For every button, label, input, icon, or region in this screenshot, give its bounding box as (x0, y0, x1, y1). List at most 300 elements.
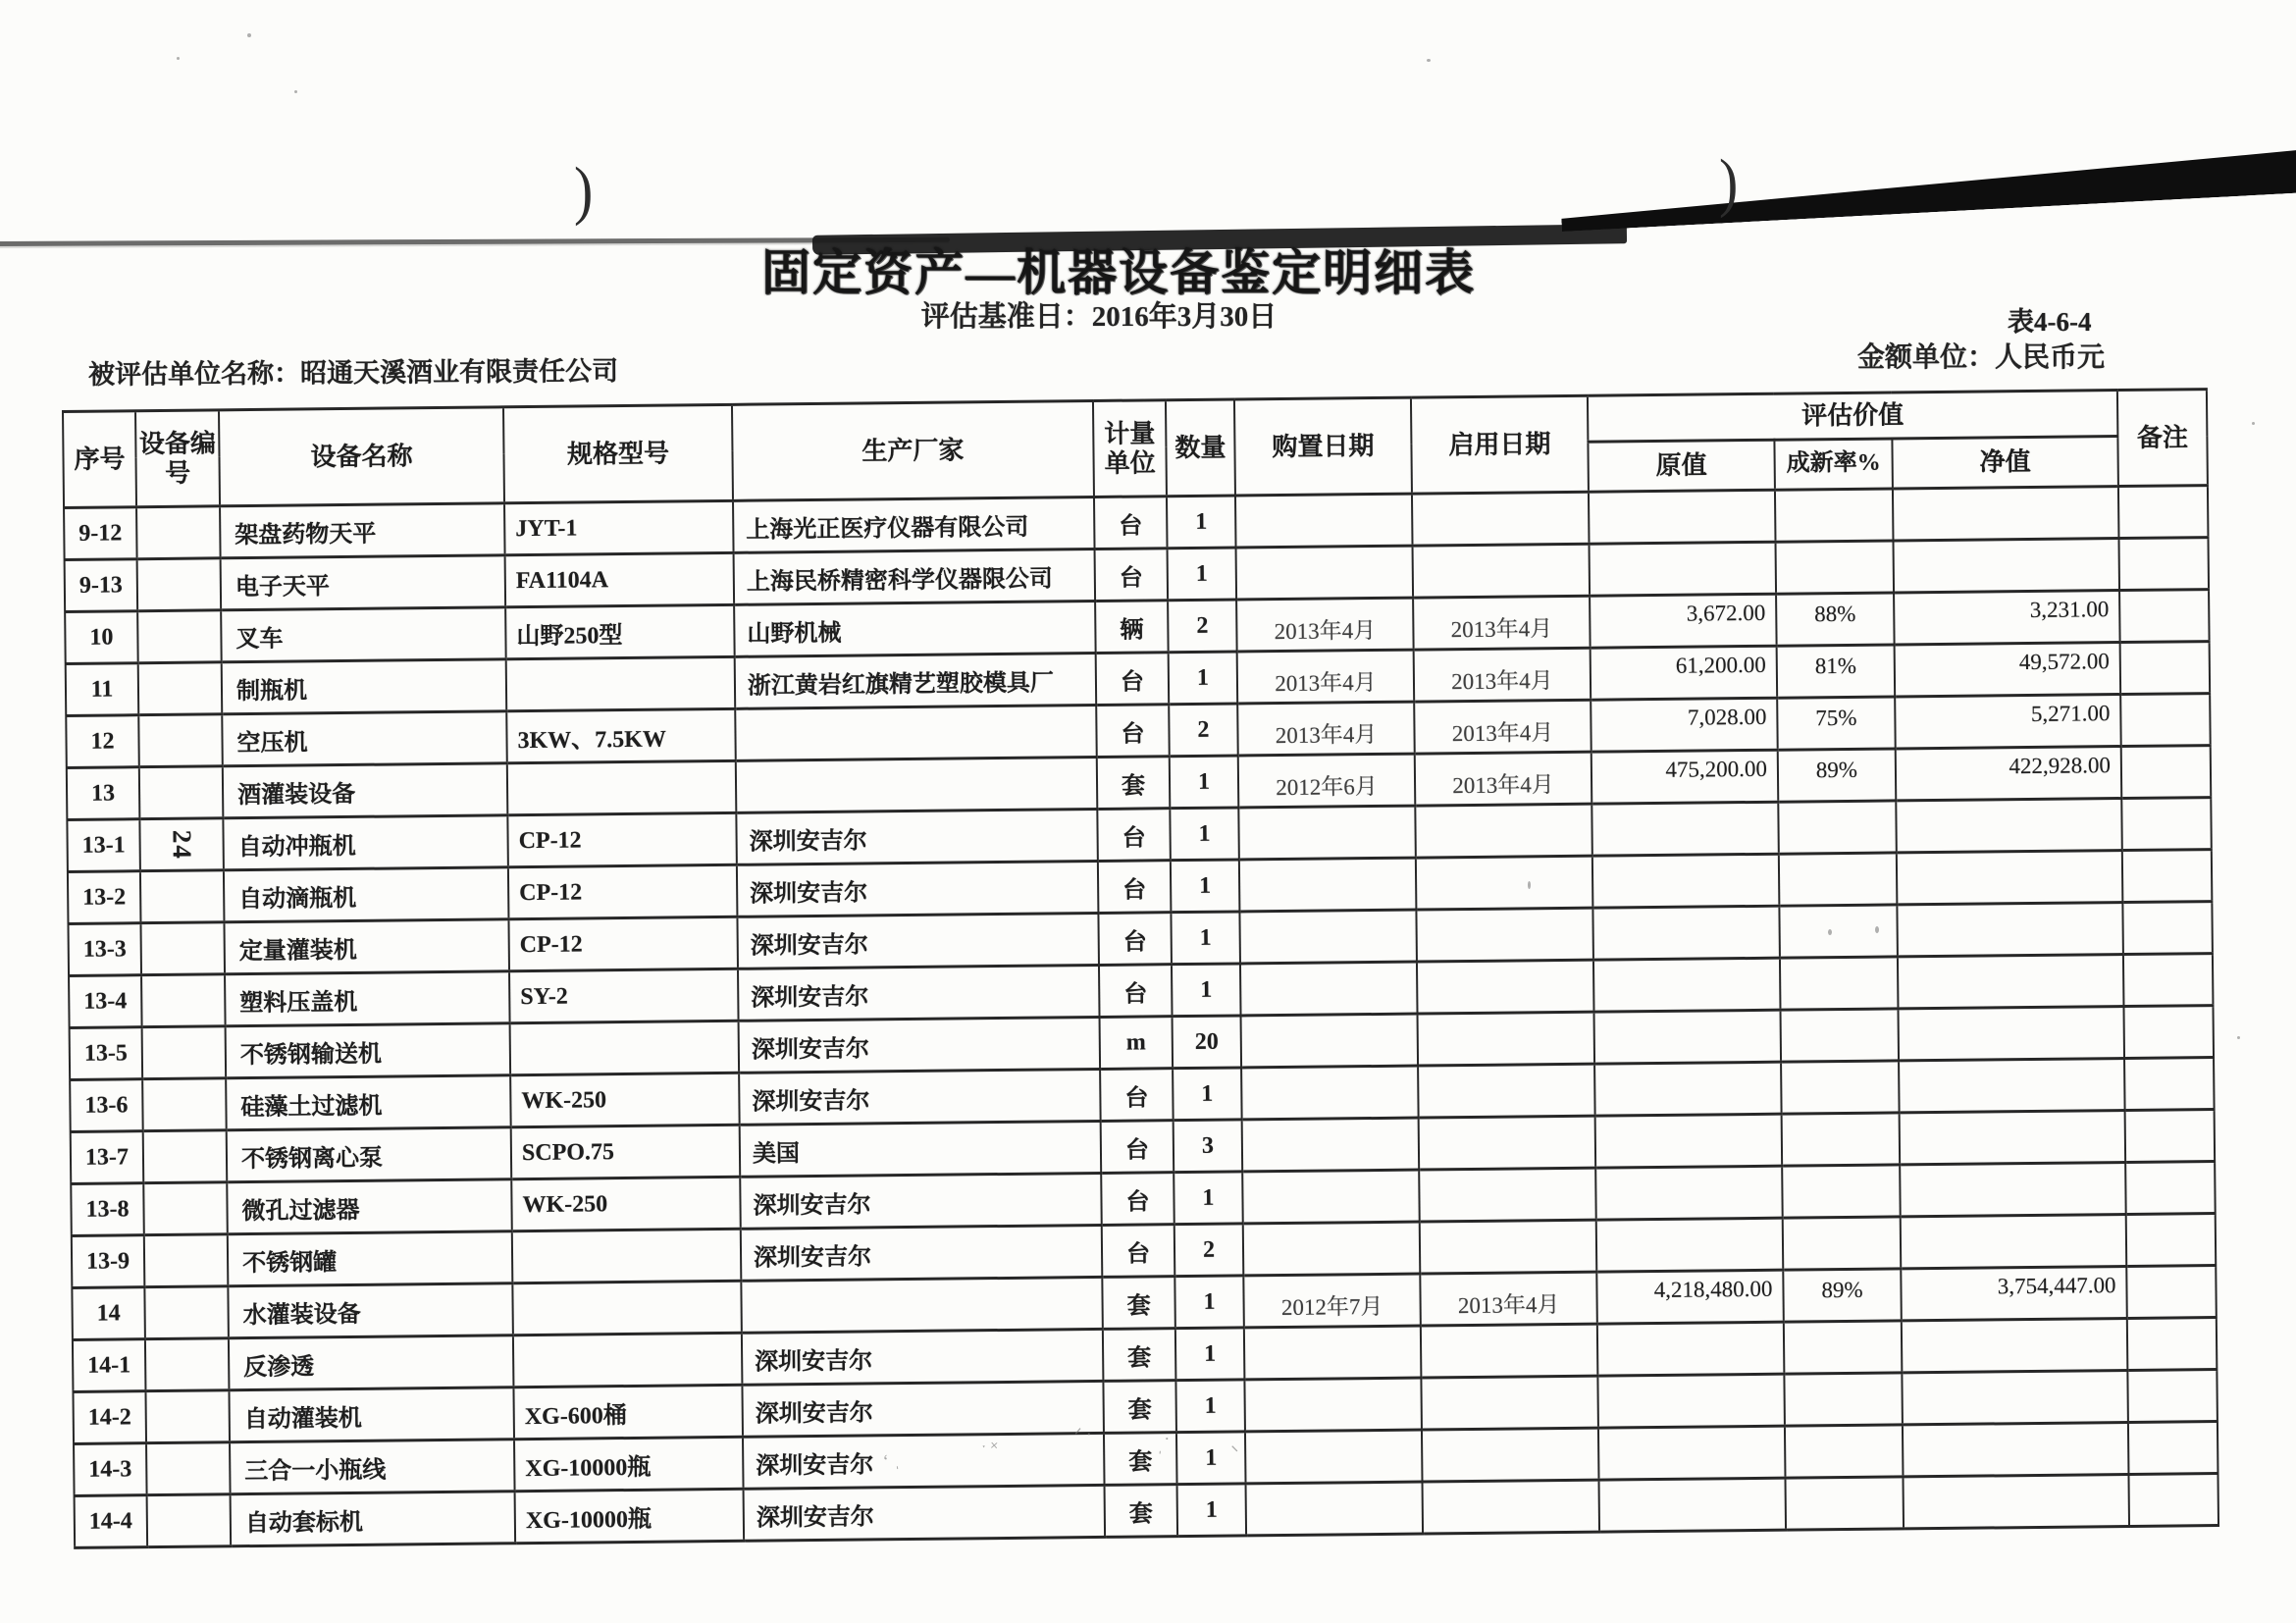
cell-seq: 9-13 (65, 559, 138, 612)
cell-no (146, 1442, 231, 1495)
cell-orig: 7,028.00 (1591, 698, 1778, 752)
cell-rate (1785, 1477, 1904, 1530)
cell-seq: 13-8 (71, 1183, 144, 1236)
cell-net (1898, 1007, 2124, 1061)
cell-maker: 山野机械 (734, 601, 1096, 656)
cell-qty: 2 (1168, 600, 1237, 653)
cell-unit: m (1100, 1017, 1174, 1070)
cell-remark (2122, 902, 2213, 955)
cell-use (1417, 960, 1594, 1014)
document-title: 固定资产—机器设备鉴定明细表 (761, 245, 1476, 300)
cell-name: 不锈钢输送机 (226, 1023, 511, 1078)
cell-orig: 475,200.00 (1592, 750, 1779, 804)
cell-maker: 深圳安吉尔 (744, 1485, 1106, 1541)
cell-rate (1776, 541, 1895, 594)
scan-speck (294, 90, 297, 93)
cell-model: XG-10000瓶 (515, 1489, 745, 1543)
cell-buy (1241, 1014, 1419, 1068)
cell-rate: 88% (1776, 593, 1895, 646)
cell-remark (2122, 850, 2213, 903)
col-header-qty: 数量 (1166, 399, 1235, 497)
col-header-use-date: 启用日期 (1411, 395, 1589, 494)
cell-use (1421, 1324, 1598, 1378)
cell-unit: 套 (1097, 757, 1171, 810)
cell-buy (1235, 494, 1413, 548)
col-header-seq: 序号 (63, 411, 136, 508)
cell-maker: 深圳安吉尔 (736, 809, 1098, 864)
cell-remark (2121, 746, 2212, 799)
cell-remark (2125, 1162, 2216, 1215)
cell-remark (2120, 694, 2211, 747)
cell-use: 2013年4月 (1420, 1272, 1597, 1326)
cell-rate (1778, 801, 1897, 854)
cell-name: 塑料压盖机 (225, 971, 510, 1026)
cell-remark (2124, 1058, 2215, 1111)
cell-rate (1782, 1113, 1901, 1166)
cell-qty: 2 (1169, 704, 1238, 757)
cell-maker (741, 1277, 1103, 1333)
col-header-net-value: 净值 (1892, 437, 2118, 489)
cell-no (142, 1078, 227, 1131)
cell-unit: 台 (1100, 1069, 1174, 1122)
cell-name: 反渗透 (229, 1335, 514, 1390)
cell-no (147, 1494, 232, 1547)
cell-rate (1779, 905, 1898, 958)
cell-use (1423, 1480, 1600, 1534)
cell-unit: 辆 (1095, 601, 1169, 654)
cell-use (1418, 1064, 1595, 1118)
cell-orig: 3,672.00 (1590, 594, 1777, 648)
cell-orig (1595, 1114, 1783, 1168)
scan-noise-mark: ˌᐝ (1157, 1434, 1170, 1455)
cell-remark (2120, 642, 2211, 695)
cell-remark (2121, 798, 2212, 851)
col-header-buy-date: 购置日期 (1234, 397, 1412, 496)
scan-speck (1875, 926, 1879, 933)
cell-no (140, 870, 225, 923)
cell-model: FA1104A (505, 552, 735, 606)
cell-name: 制瓶机 (222, 659, 507, 714)
cell-unit: 台 (1097, 809, 1171, 862)
cell-model: 3KW、7.5KW (506, 708, 736, 762)
cell-no (139, 766, 224, 819)
cell-name: 微孔过滤器 (227, 1179, 512, 1234)
cell-qty: 2 (1174, 1224, 1244, 1277)
cell-orig (1597, 1322, 1785, 1376)
cell-qty: 1 (1172, 964, 1241, 1017)
scan-speck (1828, 929, 1832, 935)
cell-no (145, 1390, 230, 1443)
cell-use (1418, 1012, 1595, 1066)
col-header-equip-no: 设备编号 (135, 410, 220, 507)
cell-buy (1243, 1222, 1421, 1276)
cell-seq: 13-2 (68, 871, 141, 924)
cell-unit: 台 (1098, 861, 1172, 914)
cell-unit: 台 (1094, 497, 1168, 550)
cell-orig: 4,218,480.00 (1596, 1270, 1784, 1324)
cell-qty: 1 (1169, 652, 1238, 705)
cell-qty: 1 (1175, 1328, 1245, 1381)
col-header-name: 设备名称 (219, 407, 504, 506)
cell-orig (1594, 1062, 1782, 1116)
cell-maker: 深圳安吉尔 (740, 1173, 1102, 1229)
cell-use (1419, 1168, 1596, 1222)
scan-speck (1427, 59, 1431, 62)
cell-qty: 1 (1168, 548, 1237, 601)
cell-unit: 套 (1103, 1381, 1176, 1434)
cell-no (137, 558, 222, 611)
cell-remark (2124, 1006, 2215, 1059)
cell-remark (2127, 1318, 2218, 1371)
cell-orig (1590, 542, 1777, 596)
cell-qty: 1 (1175, 1380, 1245, 1433)
cell-buy: 2013年4月 (1237, 650, 1415, 704)
cell-net: 3,231.00 (1894, 591, 2120, 645)
cell-model (513, 1333, 743, 1387)
cell-remark (2127, 1370, 2218, 1423)
cell-orig: 61,200.00 (1591, 646, 1778, 700)
cell-model: JYT-1 (504, 500, 734, 554)
cell-seq: 13-9 (72, 1235, 145, 1288)
cell-orig (1592, 854, 1780, 908)
cell-no (138, 662, 223, 715)
col-header-model: 规格型号 (503, 404, 733, 502)
cell-no (138, 714, 223, 767)
cell-remark (2129, 1474, 2219, 1527)
cell-no (144, 1234, 229, 1287)
cell-seq: 11 (66, 663, 139, 716)
cell-no (140, 922, 225, 975)
cell-net (1903, 1475, 2129, 1529)
cell-qty: 1 (1177, 1484, 1247, 1537)
cell-net (1901, 1215, 2127, 1269)
cell-maker: 浙江黄岩红旗精艺塑胶模具厂 (735, 653, 1097, 708)
cell-remark (2128, 1422, 2218, 1475)
cell-maker: 上海民桥精密科学仪器限公司 (734, 549, 1096, 604)
cell-buy (1239, 858, 1417, 912)
cell-name: 三合一小瓶线 (230, 1440, 515, 1494)
cell-model (510, 1021, 740, 1074)
cell-model: XG-600桶 (513, 1385, 743, 1439)
cell-seq: 14-3 (74, 1443, 147, 1496)
cell-net (1897, 903, 2123, 957)
cell-orig (1596, 1218, 1784, 1272)
cell-net: 3,754,447.00 (1901, 1267, 2127, 1321)
cell-buy (1245, 1430, 1423, 1484)
cell-remark (2126, 1266, 2217, 1319)
cell-qty: 1 (1170, 756, 1239, 809)
cell-qty: 1 (1171, 912, 1240, 965)
cell-maker: 深圳安吉尔 (737, 913, 1099, 969)
cell-no (139, 818, 224, 871)
scan-smudge-wedge (1560, 149, 2296, 232)
col-header-appraisal: 评估价值 (1588, 391, 2117, 443)
cell-orig (1594, 1010, 1782, 1064)
cell-qty: 1 (1174, 1172, 1243, 1225)
cell-maker: 深圳安吉尔 (741, 1225, 1103, 1281)
cell-name: 自动套标机 (231, 1492, 516, 1546)
scan-speck (2237, 1036, 2240, 1039)
cell-unit: 台 (1101, 1173, 1174, 1226)
cell-model: SCPO.75 (511, 1125, 741, 1178)
col-header-unit: 计量单位 (1093, 400, 1167, 497)
cell-model (512, 1281, 742, 1335)
cell-use (1412, 492, 1590, 546)
cell-qty: 20 (1173, 1016, 1242, 1069)
cell-buy (1240, 962, 1418, 1016)
cell-qty: 3 (1174, 1120, 1243, 1173)
cell-seq: 13-4 (69, 975, 142, 1028)
cell-unit: 台 (1102, 1225, 1175, 1278)
cell-buy (1246, 1482, 1424, 1536)
cell-seq: 14-1 (73, 1339, 146, 1392)
cell-seq: 13-5 (70, 1027, 143, 1080)
cell-seq: 13-1 (67, 819, 140, 872)
cell-maker: 深圳安吉尔 (737, 861, 1099, 916)
cell-unit: 台 (1096, 653, 1170, 706)
cell-net (1902, 1371, 2128, 1425)
cell-use (1413, 544, 1591, 598)
cell-name: 不锈钢离心泵 (227, 1127, 512, 1182)
cell-net (1898, 955, 2124, 1009)
scan-noise-mark: ʻ ˌ (881, 1448, 901, 1472)
scan-noise-mark: ˑ ˟ (980, 1438, 999, 1459)
cell-rate (1781, 1061, 1900, 1114)
cell-net (1900, 1163, 2126, 1217)
cell-use (1416, 856, 1593, 910)
cell-remark (2119, 590, 2210, 643)
cell-unit: 台 (1099, 965, 1173, 1018)
col-header-maker: 生产厂家 (732, 400, 1094, 500)
cell-model: WK-250 (511, 1177, 741, 1230)
cell-maker: 深圳安吉尔 (742, 1329, 1104, 1385)
cell-qty: 1 (1171, 860, 1240, 913)
cell-remark (2119, 538, 2210, 591)
cell-name: 自动滴瓶机 (224, 867, 509, 922)
cell-buy: 2013年4月 (1237, 702, 1415, 756)
cell-model: 山野250型 (505, 604, 735, 658)
cell-buy (1241, 1066, 1419, 1120)
cell-use (1421, 1376, 1598, 1430)
cell-seq: 13 (67, 767, 140, 820)
cell-rate (1780, 1009, 1899, 1062)
cell-model (512, 1229, 742, 1283)
cell-net (1893, 539, 2119, 593)
cell-net: 422,928.00 (1896, 747, 2122, 801)
cell-seq: 14 (72, 1287, 145, 1340)
cell-orig (1595, 1166, 1783, 1220)
cell-remark (2118, 486, 2209, 539)
cell-qty: 1 (1167, 496, 1236, 549)
cell-buy (1244, 1326, 1422, 1380)
cell-model (506, 656, 736, 710)
table-number: 表4-6-4 (2008, 307, 2092, 337)
cell-buy (1242, 1170, 1420, 1224)
cell-rate: 89% (1783, 1269, 1902, 1322)
cell-maker: 深圳安吉尔 (742, 1381, 1104, 1437)
handwritten-paren-left: ) (574, 153, 594, 227)
cell-buy (1236, 546, 1414, 600)
cell-rate (1784, 1373, 1903, 1426)
cell-maker: 深圳安吉尔 (739, 1017, 1101, 1073)
cell-no (145, 1338, 230, 1391)
cell-seq: 13-3 (68, 923, 141, 976)
cell-seq: 14-2 (73, 1391, 146, 1444)
cell-use (1419, 1116, 1596, 1170)
cell-model (507, 760, 737, 814)
cell-name: 电子天平 (221, 555, 506, 610)
cell-rate (1782, 1165, 1901, 1218)
cell-buy (1238, 806, 1416, 860)
cell-buy (1239, 910, 1417, 964)
cell-orig (1593, 958, 1781, 1012)
cell-model: WK-250 (510, 1073, 740, 1126)
cell-qty: 1 (1170, 808, 1239, 861)
cell-model: CP-12 (507, 812, 737, 866)
cell-no (143, 1130, 228, 1183)
cell-rate: 81% (1777, 645, 1896, 698)
cell-name: 定量灌装机 (224, 919, 509, 974)
cell-orig (1589, 490, 1776, 544)
cell-qty: 1 (1176, 1432, 1246, 1485)
cell-use (1416, 908, 1593, 962)
cell-seq: 12 (66, 715, 139, 768)
equipment-table-wrap (62, 388, 2219, 1549)
cell-net (1893, 487, 2119, 541)
cell-buy: 2013年4月 (1236, 598, 1414, 652)
cell-use: 2013年4月 (1413, 596, 1591, 650)
cell-net (1897, 851, 2123, 905)
cell-seq: 14-4 (75, 1495, 148, 1548)
cell-use: 2013年4月 (1414, 648, 1592, 702)
cell-qty: 1 (1173, 1068, 1242, 1121)
scan-noise-mark: ᐟ ᐧ (1074, 1425, 1091, 1444)
cell-unit: 台 (1096, 705, 1170, 758)
cell-maker: 深圳安吉尔 (738, 965, 1100, 1021)
cell-rate (1779, 853, 1898, 906)
scan-speck (247, 33, 251, 37)
cell-orig (1597, 1374, 1785, 1428)
cell-buy (1244, 1378, 1422, 1432)
cell-remark (2123, 954, 2214, 1007)
cell-rate (1784, 1321, 1903, 1374)
cell-buy (1242, 1118, 1420, 1172)
cell-seq: 9-12 (64, 507, 137, 560)
cell-name: 空压机 (222, 711, 507, 766)
cell-maker (735, 705, 1097, 760)
cell-maker: 上海光正医疗仪器有限公司 (733, 497, 1095, 552)
equipment-appraisal-table (62, 388, 2219, 1549)
cell-use (1415, 804, 1592, 858)
cell-model: SY-2 (509, 969, 739, 1022)
cell-net (1900, 1111, 2126, 1165)
cell-rate: 89% (1778, 749, 1897, 802)
cell-net (1902, 1319, 2128, 1373)
col-header-remark: 备注 (2117, 390, 2208, 487)
col-header-newness-rate: 成新率% (1774, 439, 1893, 490)
cell-net: 5,271.00 (1895, 695, 2121, 749)
cell-maker (736, 757, 1098, 812)
cell-seq: 13-7 (71, 1131, 144, 1184)
cell-maker: 深圳安吉尔 (739, 1069, 1101, 1125)
cell-use: 2013年4月 (1414, 700, 1592, 754)
cell-name: 架盘药物天平 (220, 503, 505, 558)
cell-seq: 10 (65, 611, 138, 664)
cell-name: 自动冲瓶机 (223, 815, 508, 870)
valuation-base-date: 评估基准日：2016年3月30日 (920, 301, 1278, 333)
cell-orig (1599, 1478, 1787, 1532)
cell-net (1903, 1423, 2129, 1477)
cell-net (1896, 799, 2122, 853)
cell-name: 硅藻土过滤机 (226, 1075, 511, 1130)
cell-no (142, 1026, 227, 1079)
cell-orig (1592, 802, 1779, 856)
cell-no (143, 1182, 228, 1235)
cell-unit: 套 (1103, 1329, 1176, 1382)
cell-maker: 深圳安吉尔 (743, 1433, 1105, 1489)
cell-use (1420, 1220, 1597, 1274)
cell-remark (2126, 1214, 2217, 1267)
cell-name: 水灌装设备 (228, 1283, 513, 1338)
cell-maker: 美国 (740, 1121, 1102, 1177)
cell-no (136, 506, 221, 559)
cell-name: 酒灌装设备 (223, 763, 508, 818)
cell-no (141, 974, 226, 1027)
cell-use: 2013年4月 (1415, 752, 1592, 806)
scan-speck (177, 57, 180, 60)
cell-buy: 2012年6月 (1238, 754, 1416, 808)
cell-unit: 台 (1095, 549, 1169, 602)
cell-no (137, 610, 222, 663)
table-body (64, 486, 2218, 1548)
col-header-original-value: 原值 (1588, 440, 1775, 492)
cell-net: 49,572.00 (1895, 643, 2121, 697)
cell-rate (1783, 1217, 1902, 1270)
cell-name: 不锈钢罐 (228, 1231, 513, 1286)
cell-name: 自动灌装机 (229, 1387, 514, 1442)
cell-rate: 75% (1777, 697, 1896, 750)
cell-model: CP-12 (508, 916, 738, 970)
cell-model: XG-10000瓶 (514, 1437, 744, 1491)
scan-speck (1528, 881, 1531, 889)
cell-buy: 2012年7月 (1243, 1274, 1421, 1328)
cell-unit: 套 (1104, 1433, 1177, 1486)
cell-model: CP-12 (508, 864, 738, 918)
rotated-equip-no: 24 (167, 829, 197, 861)
scan-noise-mark: ᐠ (1230, 1441, 1240, 1463)
cell-rate (1785, 1425, 1904, 1478)
cell-unit: 套 (1105, 1485, 1178, 1538)
cell-use (1422, 1428, 1599, 1482)
cell-name: 叉车 (221, 607, 506, 662)
cell-seq: 13-6 (70, 1079, 143, 1132)
cell-unit: 台 (1098, 913, 1172, 966)
appraised-entity-name: 被评估单位名称：昭通天溪酒业有限责任公司 (87, 356, 619, 390)
cell-rate (1780, 957, 1899, 1010)
scan-speck (2252, 422, 2255, 425)
cell-unit: 台 (1101, 1121, 1174, 1174)
cell-rate (1775, 489, 1894, 542)
cell-qty: 1 (1174, 1276, 1244, 1329)
cell-unit: 套 (1102, 1277, 1175, 1330)
cell-orig (1598, 1426, 1786, 1480)
handwritten-paren-right: ) (1719, 145, 1739, 219)
cell-remark (2125, 1110, 2216, 1163)
cell-no (144, 1286, 229, 1339)
cell-net (1899, 1059, 2125, 1113)
amount-unit-label: 金额单位：人民币元 (1857, 342, 2106, 373)
cell-orig (1592, 906, 1780, 960)
